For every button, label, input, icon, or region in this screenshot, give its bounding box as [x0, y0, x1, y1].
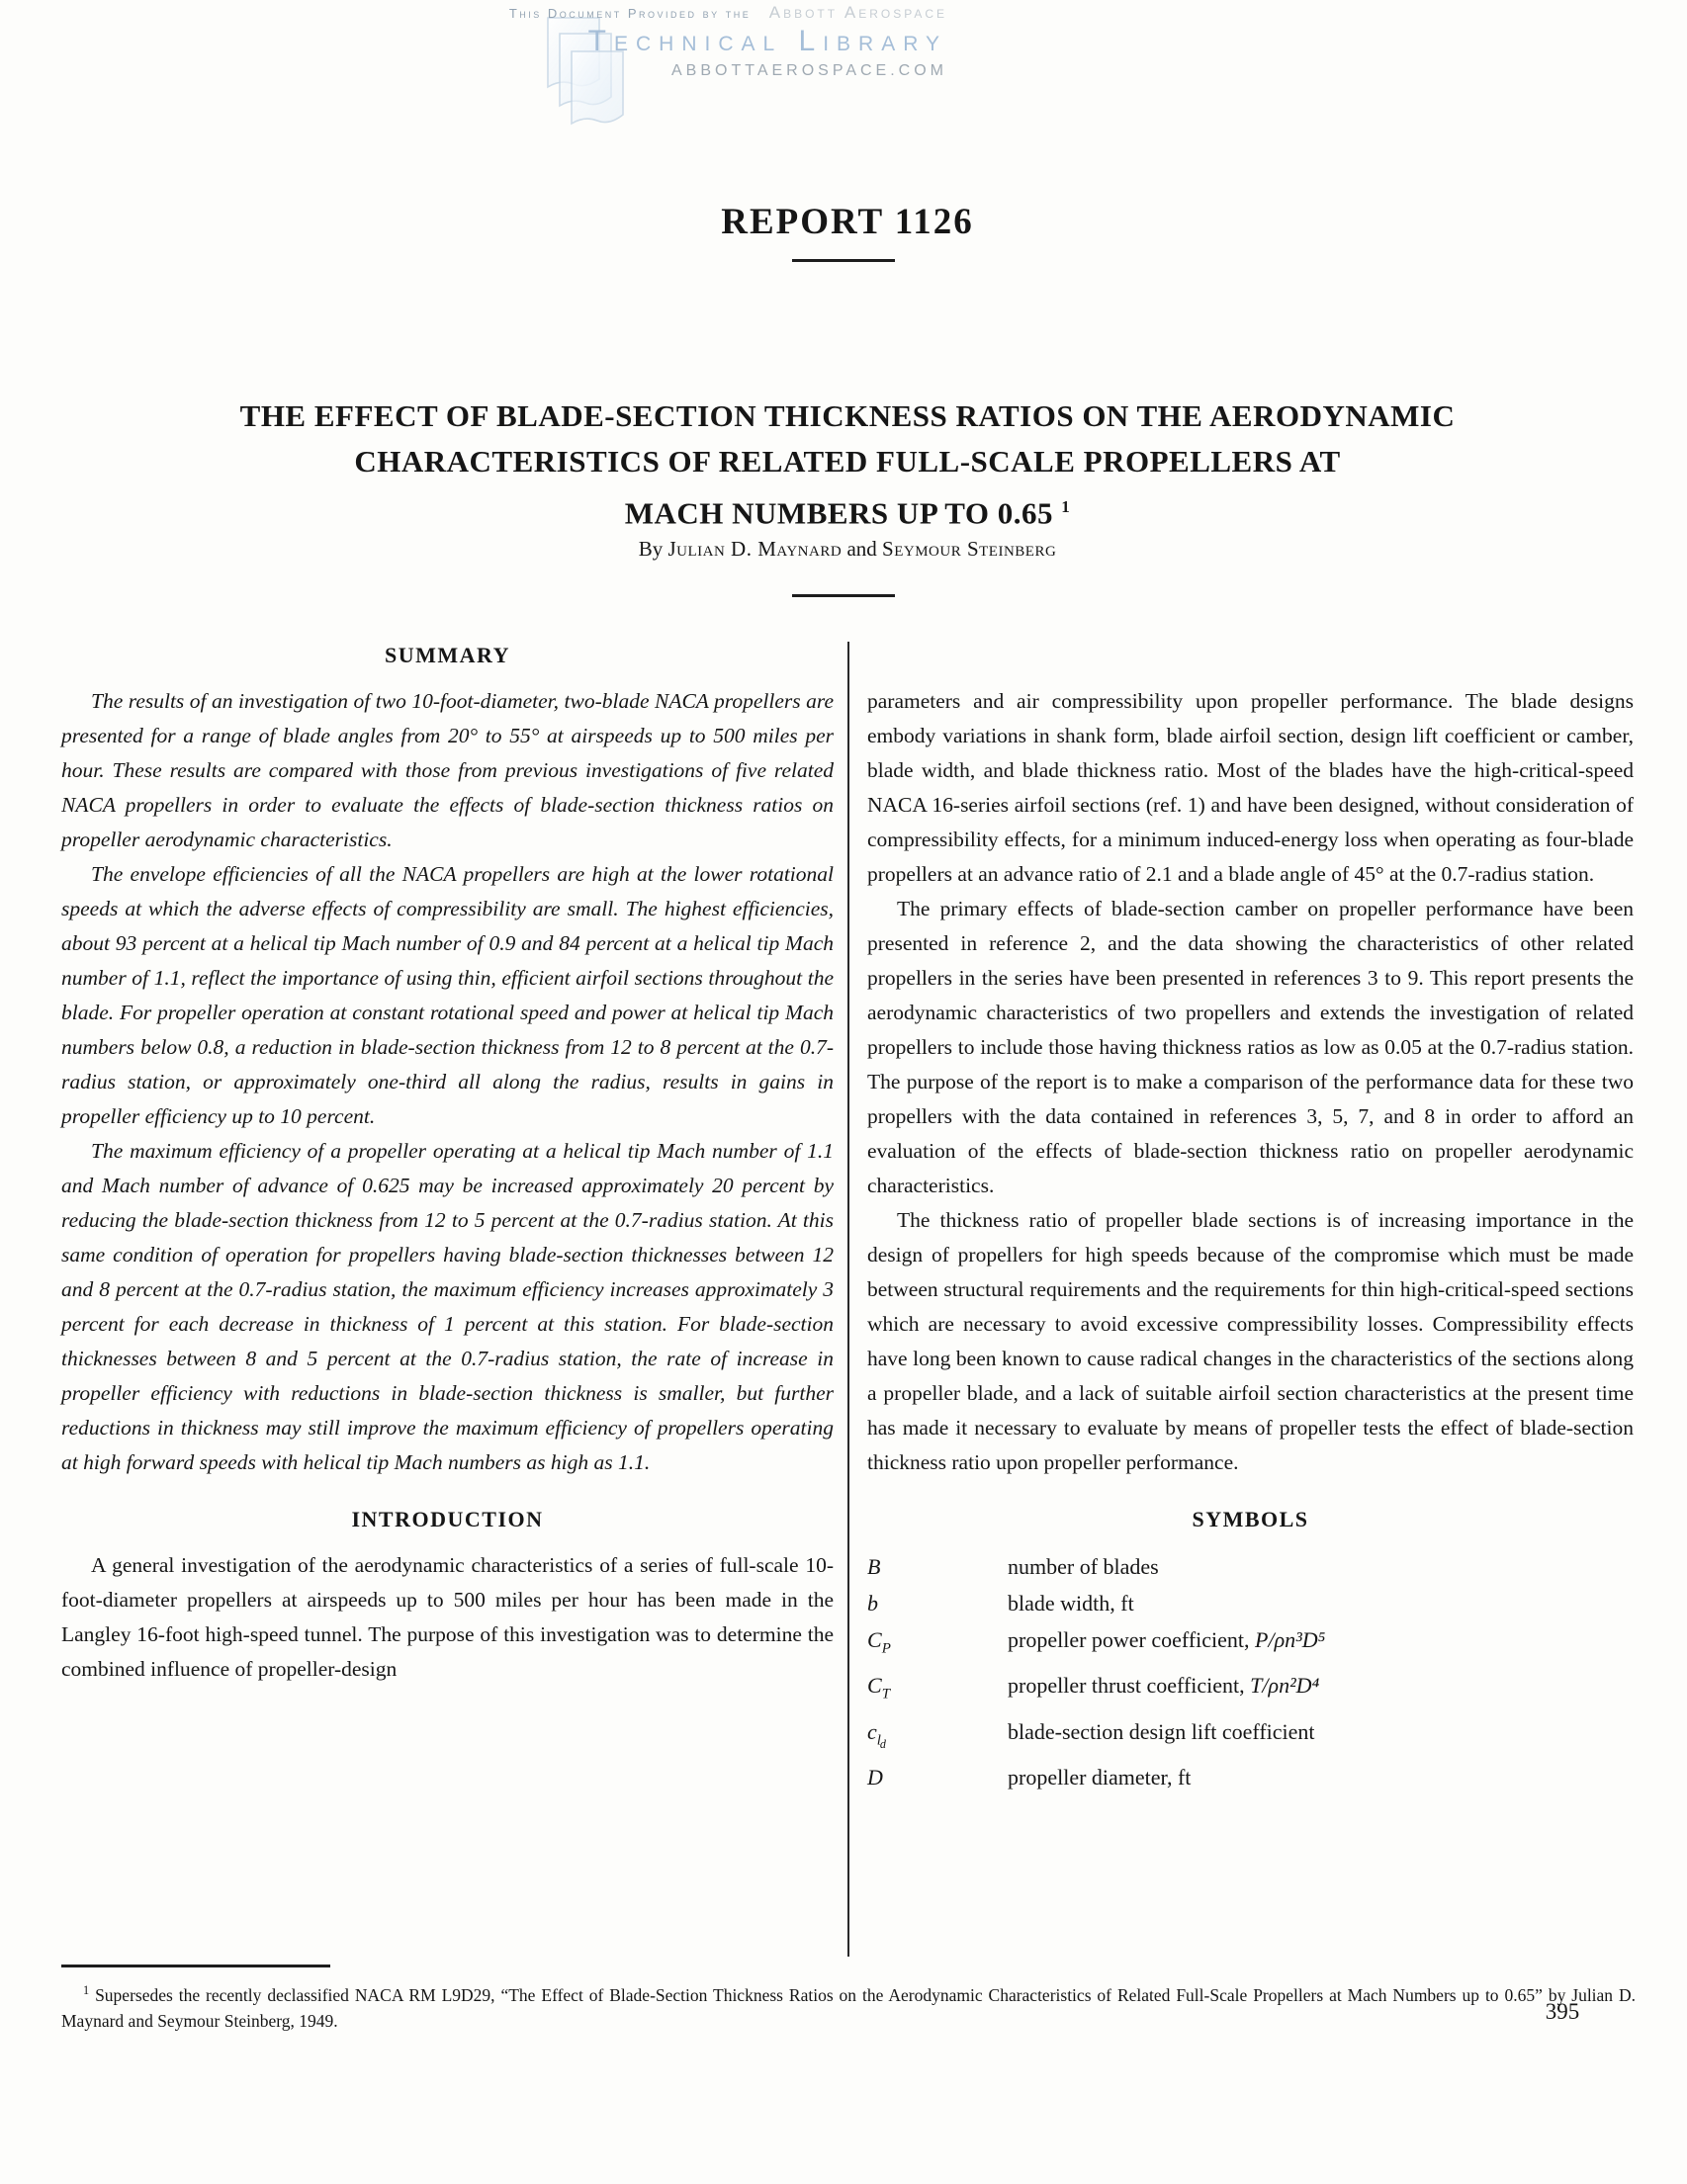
byline — [61, 537, 1634, 562]
body-paragraph: The thickness ratio of propeller blade sections is of increasing importance in the design of propellers for high speeds because of the compromise which must be made between structural requirements and the requirements for thin high-critical-speed sections which are necessary to avoid excessive compressibility losses. Compressibility effects have long been known to cause radical changes in the characteristics of the sections along a propeller blade, and a lack of suitable airfoil section characteristics at the present time has made it necessary to evaluate by means of propeller tests the effect of blade-section thickness ratio upon propeller performance. — [867, 1208, 1634, 1474]
footnote-text: Supersedes the recently declassified NACA RM L9D29, “The Effect of Blade-Section Thickness Ratios on the Aerodynamic Characteristics of Related Full-Scale Propellers at Mach Numbers up to 0.65” by Julian D. Maynard and Seymour Steinberg, 1949. — [61, 1984, 1637, 2031]
divider-rule-byline — [792, 594, 895, 597]
symbol-row — [867, 1548, 1634, 1585]
summary-heading: SUMMARY — [384, 643, 511, 667]
author-1: Julian D. Maynard — [667, 537, 843, 561]
footnote-rule — [61, 1965, 330, 1967]
left-column — [61, 638, 834, 1687]
symbol: $C_T$ — [867, 1673, 891, 1703]
symbol: D — [867, 1765, 883, 1791]
title-line-2: CHARACTERISTICS OF RELATED FULL-SCALE PROPELLERS AT — [354, 444, 1341, 479]
symbol-definition: propeller diameter, ft — [1008, 1765, 1192, 1791]
footnote-marker: 1 — [83, 1983, 90, 1997]
summary-paragraph: The maximum efficiency of a propeller operating at a helical tip Mach number of 1.1 and Mach number of advance of 0.625 may be increased approximately 20 percent by reducing the blade-section thickness from 12 to 5 percent at the 0.7-radius station. At this same condition of operation for propellers having blade-section thicknesses between 12 and 8 percent at the 0.7-radius station, the maximum efficiency increases approximately 3 percent for each decrease in thickness of 1 percent at this station. For blade-section thicknesses between 8 and 5 percent at the 0.7-radius station, the rate of increase in propeller efficiency with reductions in blade-section thickness is smaller, but further reductions in thickness may still improve the maximum efficiency of propellers operating at high forward speeds with helical tip Mach numbers as high as 1.1. — [61, 1139, 834, 1474]
symbol-definition: blade width, ft — [1008, 1591, 1134, 1616]
summary-paragraph: The envelope efficiencies of all the NACA propellers are high at the lower rotational speeds at which the adverse effects of compressibility are small. The highest efficiencies, about 93 percent at a helical tip Mach number of 0.9 and 84 percent at a helical tip Mach number of 1.1, reflect the importance of using thin, efficient airfoil sections throughout the blade. For propeller operation at constant rotational speed and power at helical tip Mach numbers below 0.8, a reduction in blade-section thickness from 12 to 8 percent at the 0.7-radius station, or approximately one-third all along the radius, results in gains in propeller efficiency up to 10 percent. — [61, 862, 834, 1128]
symbols-heading: SYMBOLS — [1192, 1507, 1309, 1531]
symbol-definition: propeller power coefficient, P/ρn³D⁵ — [1008, 1627, 1326, 1652]
introduction-heading: INTRODUCTION — [351, 1507, 544, 1531]
watermark-header — [0, 4, 947, 79]
symbols-list — [867, 1548, 1634, 1795]
title-line-3: MACH NUMBERS UP TO 0.65 — [624, 495, 1053, 531]
two-column-body — [61, 638, 1634, 1961]
body-paragraph: The primary effects of blade-section camber on propeller performance have been presented in reference 2, and the data showing the characteristics of other related propellers in the series have been presented in references 3 to 9. This report presents the aerodynamic characteristics of two propellers and extends the investigation of related propellers to include those having thickness ratios as low as 0.05 at the 0.7-radius station. The purpose of the report is to make a comparison of the performance data for these two propellers with the data contained in references 3, 5, 7, and 8 in order to afford an evaluation of the effects of blade-section thickness ratio on propeller aerodynamic characteristics. — [867, 897, 1634, 1197]
symbol: B — [867, 1554, 881, 1579]
byline-conjunction: and — [846, 537, 877, 561]
page-number: 395 — [1545, 1999, 1580, 2024]
symbol-definition: blade-section design lift coefficient — [1008, 1718, 1315, 1744]
watermark-provided-text: This Document Provided by the — [508, 6, 752, 21]
watermark-library-title: Technical Library — [587, 25, 947, 57]
footnote — [61, 1977, 1636, 2034]
divider-rule-top — [792, 259, 895, 262]
symbol-row — [867, 1667, 1634, 1712]
symbol-definition: propeller thrust coefficient, T/ρn²D⁴ — [1008, 1673, 1320, 1699]
title-line-1: THE EFFECT OF BLADE-SECTION THICKNESS RATIOS ON THE AERODYNAMIC — [239, 398, 1456, 433]
symbol-row — [867, 1621, 1634, 1667]
right-column — [867, 638, 1634, 1795]
author-2: Seymour Steinberg — [882, 537, 1057, 561]
symbol-row — [867, 1585, 1634, 1621]
title-footnote-marker: 1 — [1061, 497, 1071, 516]
summary-paragraph: The results of an investigation of two 10-foot-diameter, two-blade NACA propellers are presented for a range of blade angles from 20° to 55° at airspeeds up to 500 miles per hour. These results are compared with those from previous investigations of five related NACA propellers in order to evaluate the effects of blade-section thickness ratios on propeller aerodynamic characteristics. — [61, 689, 834, 851]
watermark-provided-line — [0, 4, 947, 22]
watermark-url: ABBOTTAEROSPACE.COM — [671, 62, 947, 79]
watermark-brand: Abbott Aerospace — [768, 3, 947, 22]
symbol-row — [867, 1713, 1634, 1759]
introduction-paragraph: A general investigation of the aerodynamic characteristics of a series of full-scale 10-foot-diameter propellers at airspeeds up to 500 miles per hour has been made in the Langley 16-foot high-speed tunnel. The purpose of this investigation was to determine the combined influence of propeller-design — [61, 1553, 834, 1681]
report-number: REPORT 1126 — [721, 202, 974, 242]
body-paragraph: parameters and air compressibility upon propeller performance. The blade designs embody variations in shank form, blade airfoil section, design lift coefficient or camber, blade width, and blade thickness ratio. Most of the blades have the high-critical-speed NACA 16-series airfoil sections (ref. 1) and have been designed, without consideration of compressibility effects, for a minimum induced-energy loss when operating as four-blade propellers at an advance ratio of 2.1 and a blade angle of 45° at the 0.7-radius station. — [867, 689, 1634, 886]
symbol: $C_P$ — [867, 1627, 891, 1657]
symbol-definition: number of blades — [1008, 1554, 1159, 1579]
column-divider-rule — [847, 642, 849, 1957]
byline-prefix: By — [638, 537, 664, 561]
symbol: b — [867, 1591, 878, 1616]
document-title — [61, 393, 1634, 536]
symbol: $c_{ld}$ — [867, 1718, 886, 1752]
symbol-row — [867, 1759, 1634, 1795]
